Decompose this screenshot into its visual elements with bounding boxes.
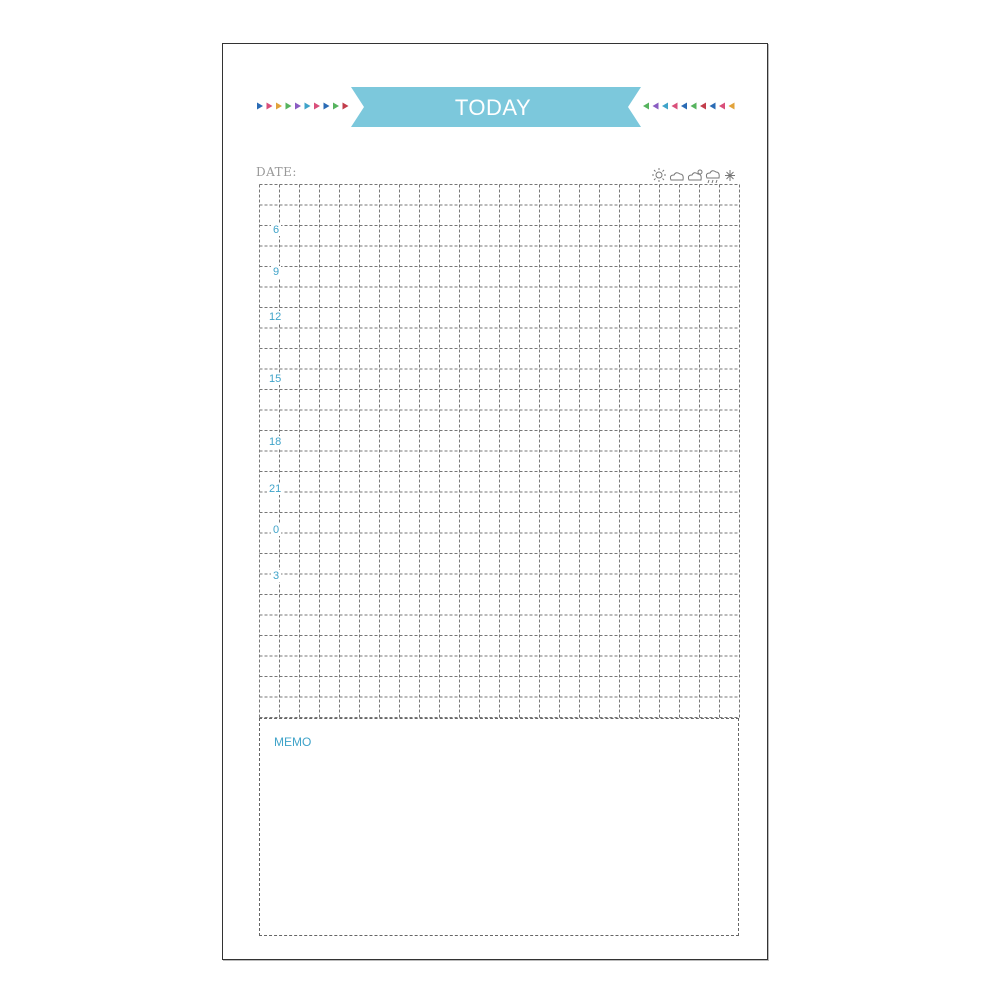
grid-lines bbox=[259, 184, 741, 719]
arrow-mark bbox=[324, 103, 330, 110]
hour-label: 3 bbox=[273, 570, 280, 582]
hour-label: 15 bbox=[269, 373, 282, 385]
arrow-mark bbox=[681, 103, 687, 110]
date-label: DATE: bbox=[256, 165, 297, 179]
arrow-mark bbox=[729, 103, 735, 110]
arrow-mark bbox=[343, 103, 349, 110]
arrow-mark bbox=[719, 103, 725, 110]
sun-icon bbox=[652, 168, 666, 182]
hour-label: 21 bbox=[269, 483, 282, 495]
hour-label: 9 bbox=[273, 266, 280, 278]
arrow-mark bbox=[295, 103, 301, 110]
rain-icon bbox=[706, 171, 719, 183]
schedule-grid bbox=[259, 184, 741, 724]
arrow-mark bbox=[257, 103, 263, 110]
arrow-mark bbox=[276, 103, 282, 110]
arrow-mark bbox=[672, 103, 678, 110]
hour-label: 18 bbox=[269, 436, 282, 448]
arrow-mark bbox=[653, 103, 659, 110]
snow-icon bbox=[725, 170, 735, 181]
cloud-icon bbox=[670, 173, 683, 180]
arrow-mark bbox=[267, 103, 273, 110]
hour-label: 12 bbox=[269, 311, 282, 323]
page-title: TODAY bbox=[454, 95, 532, 120]
arrow-mark bbox=[700, 103, 706, 110]
memo-box[interactable] bbox=[259, 718, 739, 936]
hour-label: 0 bbox=[273, 524, 280, 536]
arrow-row-left bbox=[257, 103, 349, 110]
hour-label: 6 bbox=[273, 224, 280, 236]
arrow-mark bbox=[305, 103, 311, 110]
memo-label: MEMO bbox=[274, 735, 312, 749]
arrow-row-right bbox=[643, 103, 735, 110]
arrow-mark bbox=[710, 103, 716, 110]
arrow-mark bbox=[286, 103, 292, 110]
cloudy-icon bbox=[688, 170, 702, 180]
arrow-mark bbox=[662, 103, 668, 110]
planner-sheet bbox=[222, 43, 768, 960]
arrow-mark bbox=[314, 103, 320, 110]
arrow-mark bbox=[691, 103, 697, 110]
arrow-mark bbox=[643, 103, 649, 110]
weather-icons bbox=[651, 166, 741, 184]
arrow-mark bbox=[333, 103, 339, 110]
